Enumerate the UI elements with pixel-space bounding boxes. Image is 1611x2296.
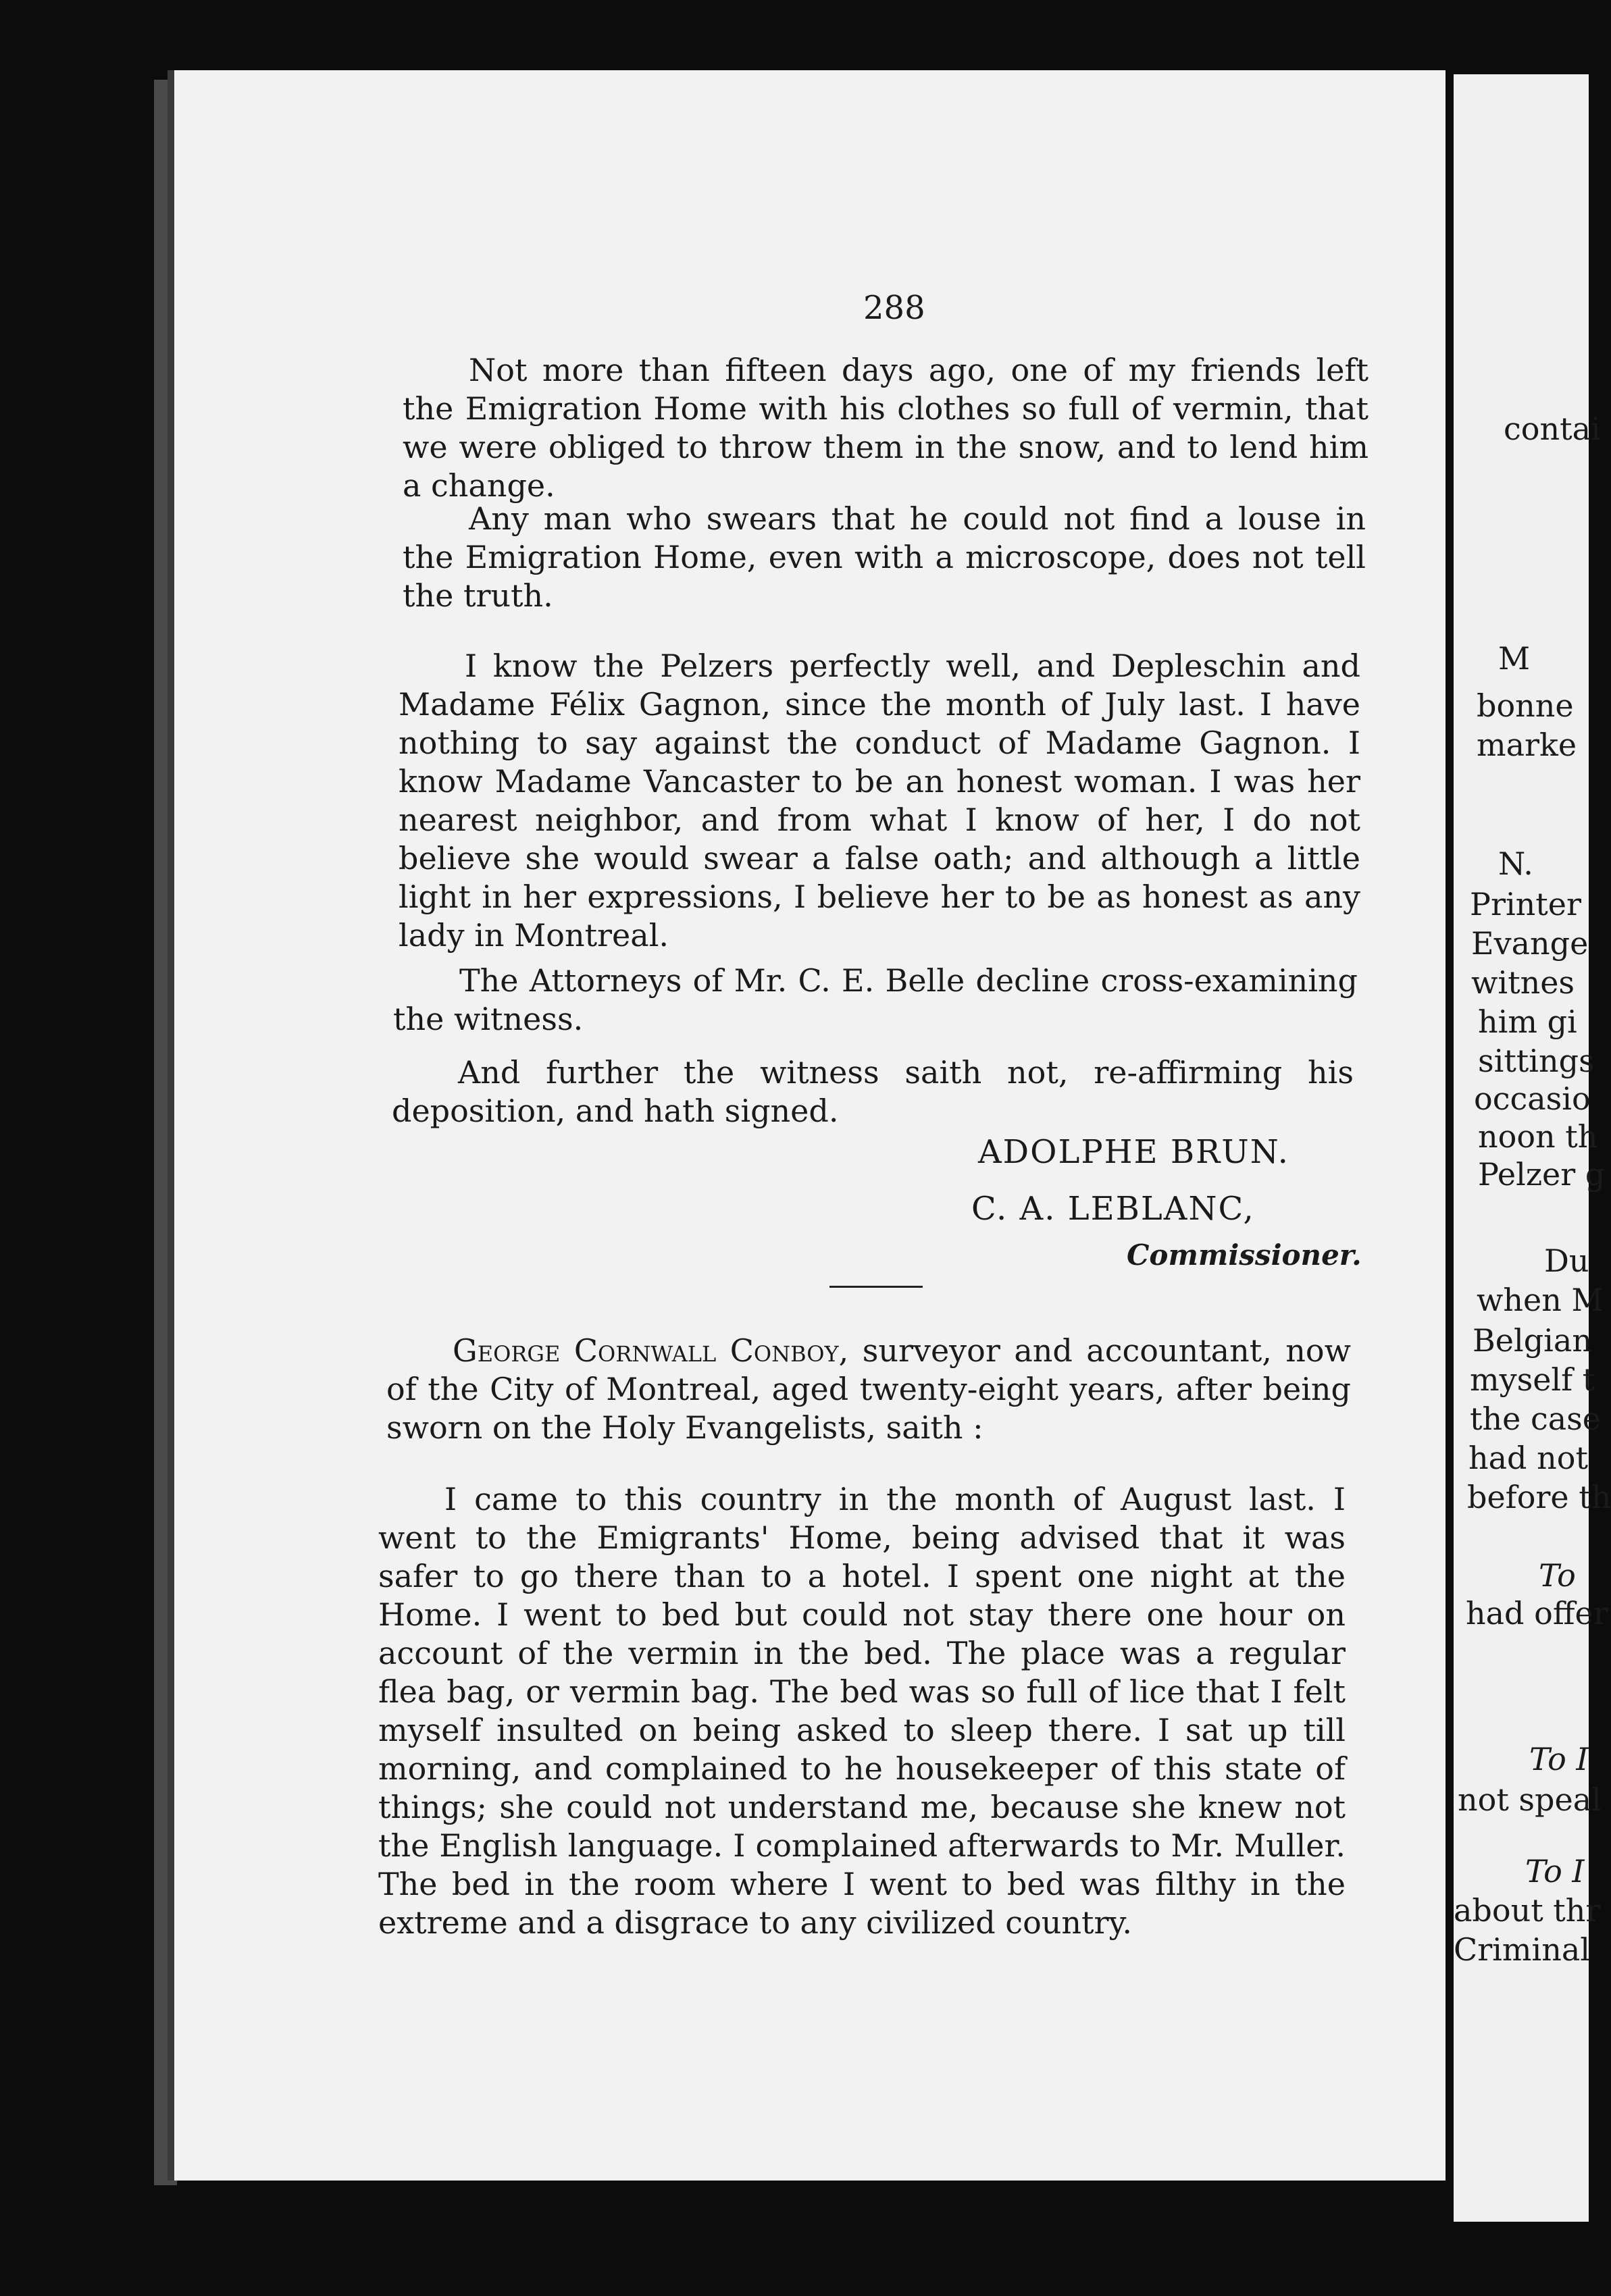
right-page-fragment: the case — [1470, 1401, 1601, 1437]
paragraph-5: And further the witness saith not, re-affirming his deposition, and hath signed. — [392, 1054, 1354, 1129]
right-page-fragment: Du — [1544, 1243, 1589, 1279]
paragraph-1: Not more than fifteen days ago, one of my friends left the Emigration Home with his clothes so full of vermin, that we were obliged to throw them in the snow, and to lend him a change. — [403, 352, 1369, 504]
right-page-fragment: Evange — [1471, 925, 1589, 962]
right-page-fragment: N. — [1498, 845, 1533, 882]
right-page-fragment: witnes — [1471, 964, 1575, 1001]
right-page-fragment: occasio — [1474, 1080, 1591, 1117]
right-page-fragment: To — [1539, 1557, 1576, 1594]
right-page-fragment: Belgian — [1473, 1322, 1592, 1359]
page-number: 288 — [863, 289, 925, 327]
right-page-fragment: when M — [1477, 1282, 1604, 1318]
deponent-name: George Cornwall Conboy, — [453, 1332, 849, 1369]
right-page-fragment: had offer — [1466, 1595, 1608, 1632]
testimony-paragraph: I came to this country in the month of August last. I went to the Emigrants' Home, being advised that it was safer to go there than to a hotel. I spent one night at the Home. I went to bed but could not stay there one hour on account of the vermin in the bed. The place was a regular flea bag, or vermin bag. The bed was so full of lice that I felt myself insulted on being asked to sleep there. I sat up till morning, and complained to he housekeeper of this state of things; she could not understand me, because she knew not the English language. I complained afterwards to Mr. Muller. The bed in the room where I went to bed was filthy in the extreme and a disgrace to any civilized country. — [378, 1481, 1346, 1941]
right-page-fragment: Criminal — [1454, 1931, 1590, 1968]
right-page-fragment: To I — [1525, 1853, 1585, 1889]
right-page-fragment: about thr — [1454, 1892, 1601, 1929]
right-page-fragment: marke — [1477, 727, 1577, 763]
right-page-fragment: contai — [1504, 411, 1601, 447]
paragraph-3: I know the Pelzers perfectly well, and Depleschin and Madame Félix Gagnon, since the month of July last. I have nothing to say against the conduct of Madame Gagnon. I know Madame Vancaster to be an honest woman. I was her nearest neighbor, and from what I know of her, I do not believe she would swear a false oath; and although a little light in her expressions, I believe her to be as honest as any lady in Montreal. — [399, 648, 1360, 954]
deponent-introduction: George Cornwall Conboy, surveyor and accountant, now of the City of Montreal, aged twenty-eight years, after being sworn on the Holy Evangelists, saith : — [386, 1332, 1352, 1446]
right-page-fragment: bonne — [1477, 687, 1574, 724]
right-page-fragment: not speal — [1458, 1781, 1602, 1818]
paragraph-2: Any man who swears that he could not find a louse in the Emigration Home, even with a microscope, does not tell the truth. — [403, 500, 1366, 614]
right-page-fragment: before th — [1467, 1479, 1611, 1515]
right-page-fragment: Pelzer g — [1478, 1156, 1606, 1193]
book-spine-shadow — [154, 80, 177, 2185]
commissioner-title: Commissioner. — [1127, 1238, 1362, 1272]
witness-signature: ADOLPHE BRUN. — [978, 1133, 1289, 1171]
right-page-fragment: had not — [1468, 1440, 1588, 1476]
paragraph-4: The Attorneys of Mr. C. E. Belle decline cross-examining the witness. — [393, 962, 1358, 1037]
right-page-fragment: M — [1498, 640, 1531, 677]
commissioner-signature: C. A. LEBLANC, — [971, 1190, 1255, 1228]
right-page-fragment: To I — [1529, 1741, 1589, 1777]
right-page-fragment: Printer — [1470, 886, 1581, 922]
right-page-fragment: sittings — [1478, 1043, 1595, 1079]
right-page-fragment: myself t — [1470, 1361, 1595, 1398]
right-page-fragment: him gi — [1478, 1003, 1577, 1040]
section-divider — [829, 1286, 923, 1288]
right-page-fragment: noon th — [1478, 1118, 1598, 1155]
